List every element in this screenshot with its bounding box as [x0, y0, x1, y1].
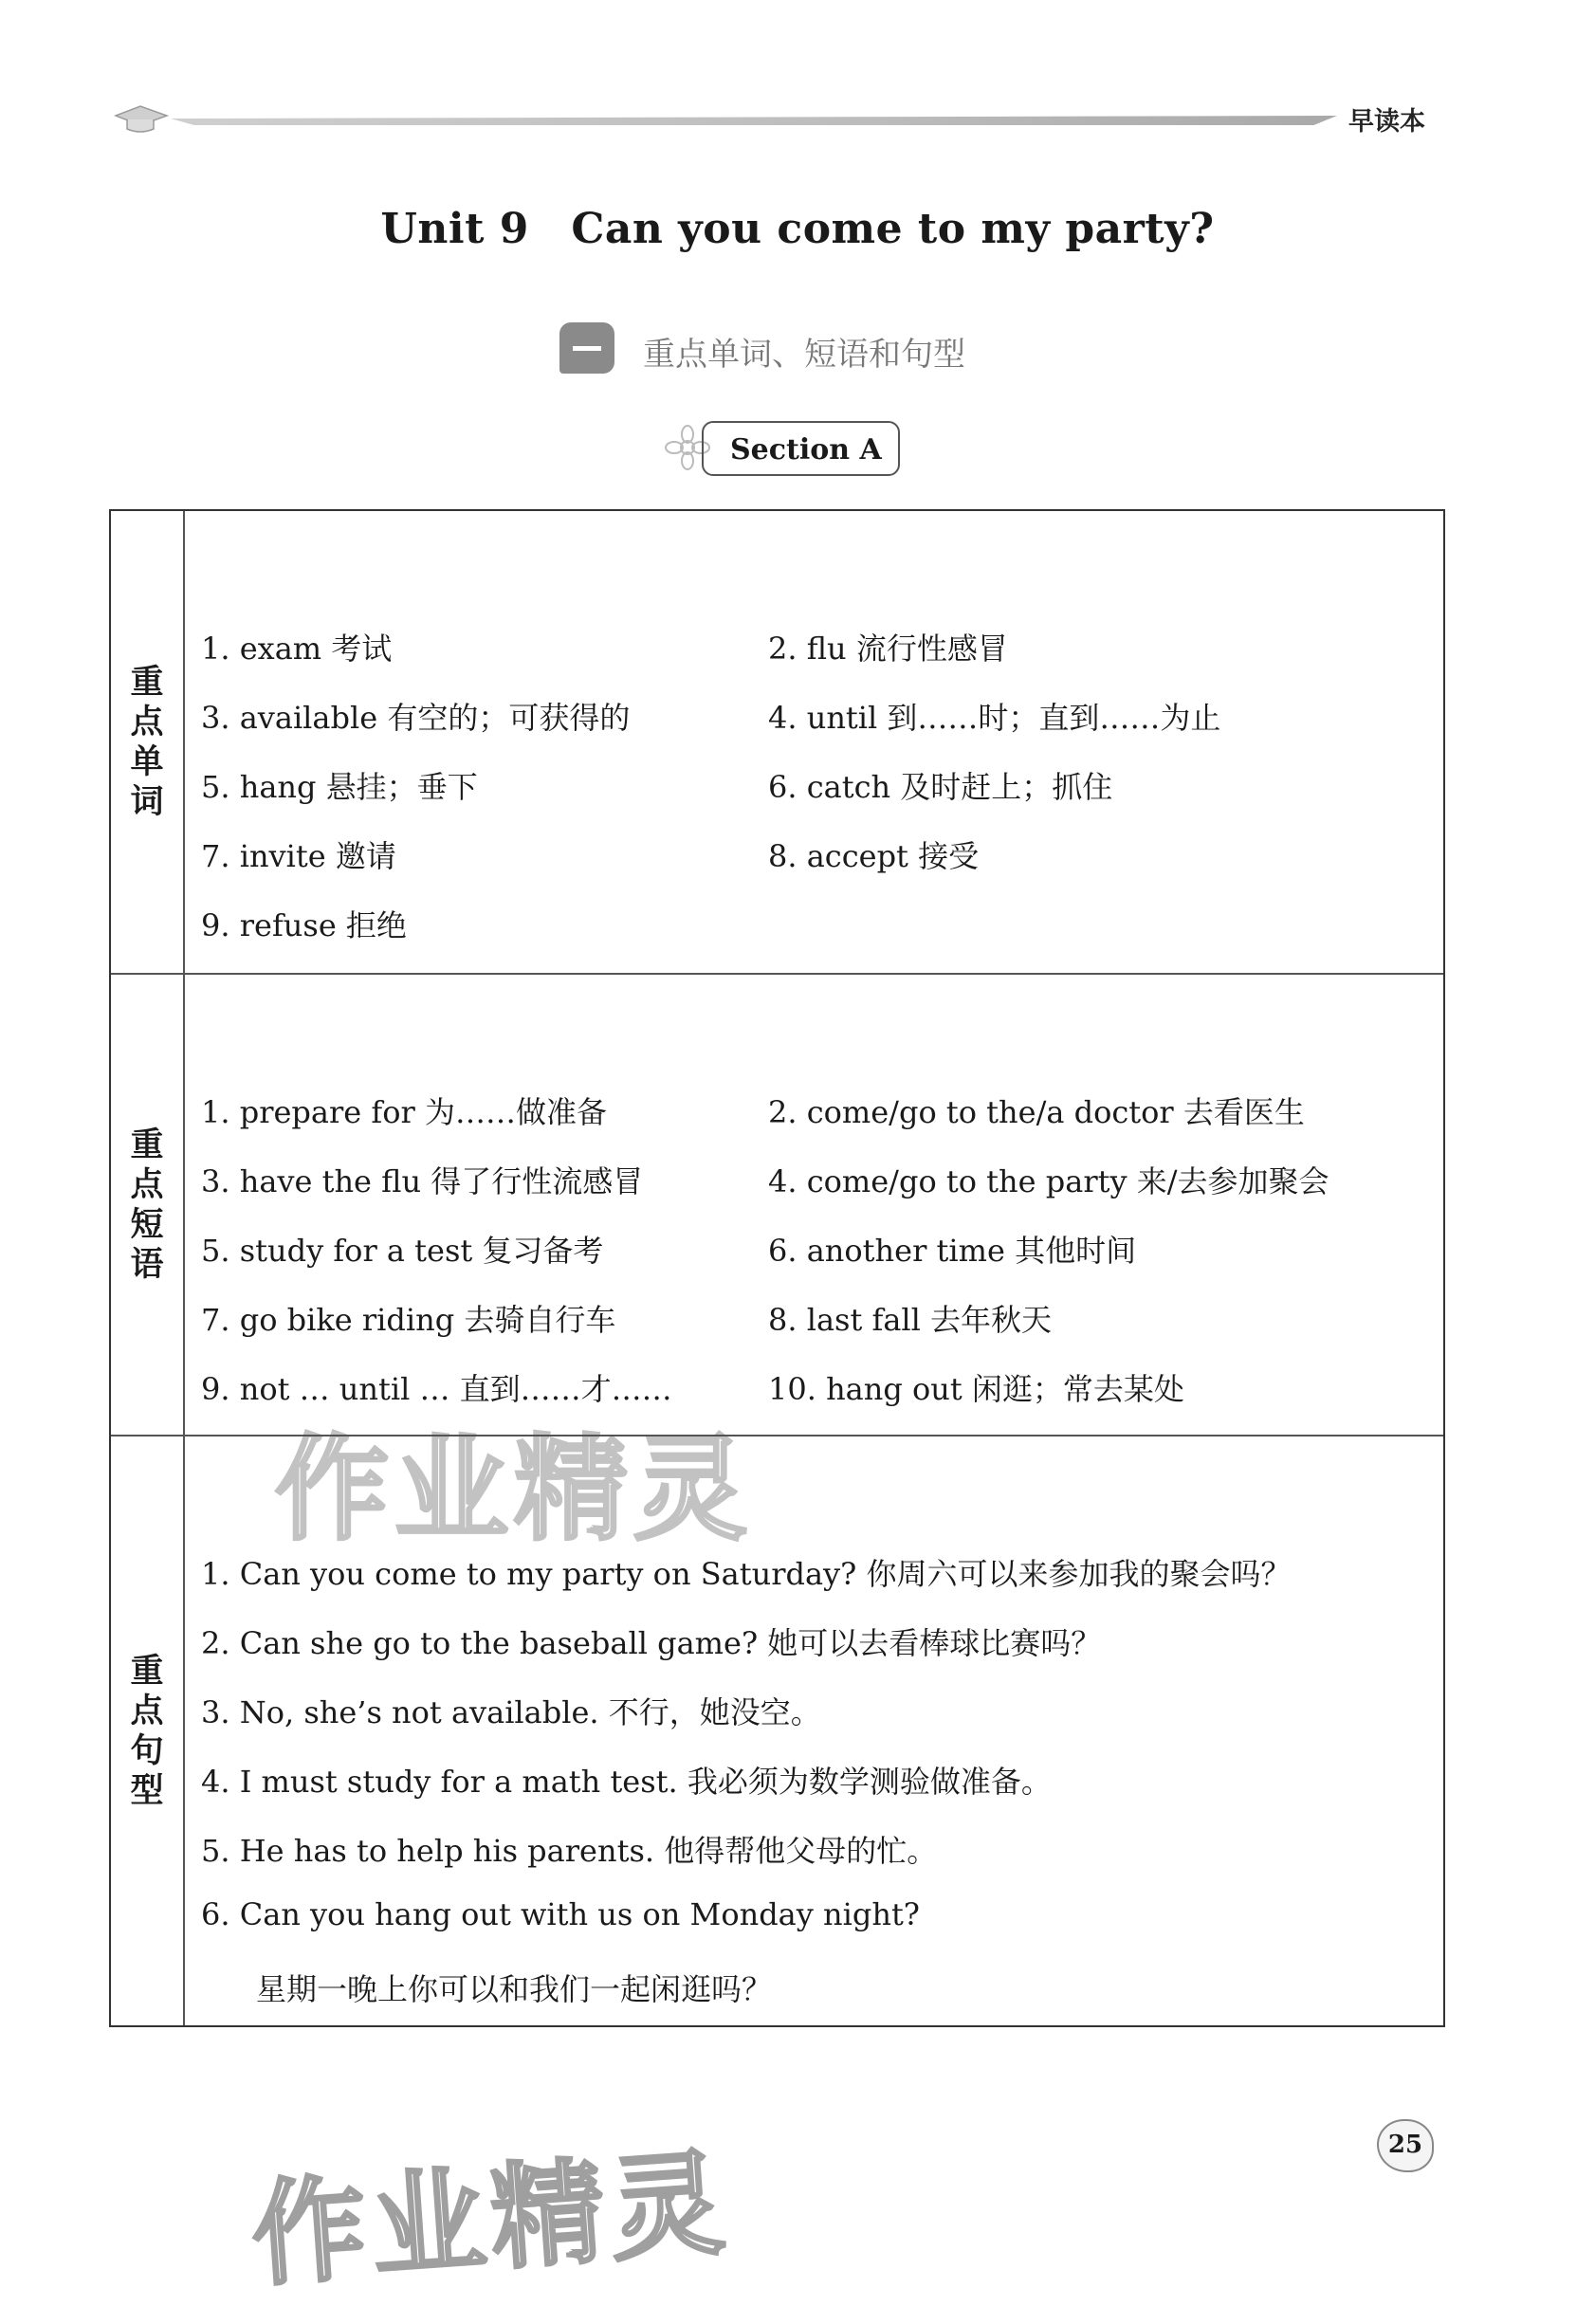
dash-badge-icon: [559, 322, 614, 374]
list-item: 4. come/go to the party 来/去参加聚会: [768, 1163, 1329, 1199]
page-number: [1377, 2119, 1434, 2172]
page-header: [104, 95, 1432, 142]
list-item: 2. Can she go to the baseball game? 她可以去看棒球比赛吗？: [201, 1625, 1102, 1661]
list-item: 1. prepare for 为……做准备: [201, 1094, 607, 1130]
page-number-text: 25: [1387, 2131, 1423, 2159]
list-item: 3. have the flu 得了行性流感冒: [201, 1163, 644, 1199]
list-item: 3. No, she’s not available. 不行，她没空。: [201, 1694, 821, 1730]
watermark: 作业精灵: [248, 2137, 734, 2303]
list-item: 6. catch 及时赶上；抓住: [768, 769, 1113, 805]
list-item: 1. Can you come to my party on Saturday? 你周六可以来参加我的聚会吗？: [201, 1556, 1292, 1592]
list-item: 6. another time 其他时间: [768, 1233, 1137, 1269]
section-a-label: Section A: [730, 433, 882, 467]
vocab-table: [109, 509, 1445, 2027]
section-heading-text: 重点单词、短语和句型: [643, 336, 965, 374]
list-item: 4. I must study for a math test. 我必须为数学测验做准备。: [201, 1764, 1052, 1800]
list-item: 4. until 到……时；直到……为止: [768, 700, 1221, 736]
row-label-cell: [111, 511, 185, 973]
list-item: 2. flu 流行性感冒: [768, 631, 1008, 667]
list-item: 3. available 有空的；可获得的: [201, 700, 631, 736]
book-label: 早读本: [1348, 107, 1425, 137]
row-label: 重点句型: [130, 1652, 164, 1810]
header-rule: [171, 116, 1337, 125]
list-item: 9. refuse 拒绝: [201, 907, 407, 943]
list-item: 10. hang out 闲逛；常去某处: [768, 1371, 1184, 1407]
list-item: 7. go bike riding 去骑自行车: [201, 1302, 616, 1338]
table-row: [111, 973, 1443, 1435]
list-item-continuation: 星期一晚上你可以和我们一起闲逛吗？: [256, 1971, 773, 2007]
list-item: 6. Can you hang out with us on Monday night?: [201, 1896, 920, 1932]
row-label: 重点单词: [130, 663, 164, 821]
list-item: 9. not … until … 直到……才……: [201, 1371, 672, 1407]
unit-title: Unit 9 Can you come to my party?: [380, 205, 1215, 253]
list-item: 1. exam 考试: [201, 631, 393, 667]
row-label: 重点短语: [130, 1125, 164, 1284]
row-label-cell: [111, 975, 185, 1435]
list-item: 8. last fall 去年秋天: [768, 1302, 1053, 1338]
list-item: 8. accept 接受: [768, 838, 980, 874]
list-item: 7. invite 邀请: [201, 838, 396, 874]
list-item: 5. He has to help his parents. 他得帮他父母的忙。: [201, 1833, 938, 1869]
list-item: 2. come/go to the/a doctor 去看医生: [768, 1094, 1305, 1130]
row-label-cell: [111, 1436, 185, 2025]
graduation-cap-icon: [114, 102, 171, 137]
table-row: [111, 511, 1443, 973]
section-a-tag: [664, 417, 901, 476]
list-item: 5. hang 悬挂；垂下: [201, 769, 478, 805]
list-item: 5. study for a test 复习备考: [201, 1233, 604, 1269]
watermark: 作业精灵: [275, 1424, 753, 1556]
